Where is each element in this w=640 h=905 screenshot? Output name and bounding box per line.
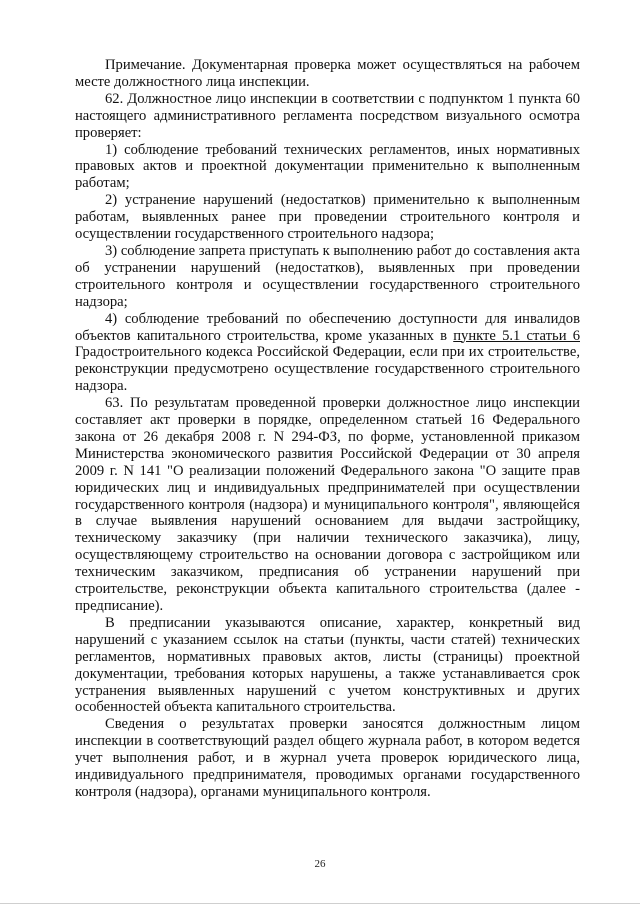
paragraph-p62 <box>75 91 580 142</box>
paragraph-text: 63. По результатам проведенной проверки должностное лицо инспекции составляет акт проверки в порядке, определенном статьей 16 Федерального закона от 26 декабря 2008 г. N 294-ФЗ, по форме, установленной приказом Министерства экономического развития Российской Федерации от 30 апреля 2009 г. N 141 "О реализации положений Федерального закона "О защите прав юридических лиц и индивидуальных предпринимателей при осуществлении государственного контроля (надзора) и муниципального контроля", являющейся в случае выявления нарушений основанием для выдачи застройщику, техническому заказчику (при наличии технического заказчика), лицу, осуществляющему строительство на основании договора с застройщиком или техническим заказчиком, предписания об устранении нарушений при строительстве, реконструкции объекта капитального строительства (далее - предписание). <box>75 395 580 614</box>
paragraph-text: 1) соблюдение требований технических регламентов, иных нормативных правовых актов и проектной документации применительно к выполненным работам; <box>75 141 580 192</box>
paragraph-text: 62. Должностное лицо инспекции в соответствии с подпунктом 1 пункта 60 настоящего административного регламента посредством визуального осмотра проверяет: <box>75 90 580 141</box>
paragraph-text: Сведения о результатах проверки заносятся должностным лицом инспекции в соответствующий раздел общего журнала работ, в котором ведется учет выполнения работ, и в журнал учета проверок юридического лица, индивидуального предпринимателя, проводимых органами государственного контроля (надзора), органами муниципального контроля. <box>75 716 580 800</box>
paragraph-text: Градостроительного кодекса Российской Федерации, если при их строительстве, реконструкции предусмотрено осуществление государственного строительного надзора. <box>75 344 580 395</box>
paragraph-p62-3 <box>75 243 580 311</box>
paragraph-text: 4) соблюдение требований по обеспечению доступности для инвалидов объектов капитального строительства, кроме указанных в <box>75 310 580 344</box>
paragraph-text: В предписании указываются описание, характер, конкретный вид нарушений с указанием ссылок на статьи (пункты, части статей) технических регламентов, нормативных правовых актов, листы (страницы) проектной документации, требования которых нарушены, а также устанавливается срок устранения выявленных нарушений с учетом конструктивных и других особенностей объекта капитального строительства. <box>75 614 580 716</box>
paragraph-text: Примечание. Документарная проверка может осуществляться на рабочем месте должностного лица инспекции. <box>75 57 580 90</box>
paragraph-p-presc <box>75 615 580 716</box>
paragraph-p62-1 <box>75 142 580 193</box>
paragraph-text: 2) устранение нарушений (недостатков) применительно к выполненным работам, выявленных ранее при проведении строительного контроля и осуществлении государственного строительного надзора; <box>75 192 580 243</box>
paragraph-p-journal <box>75 716 580 801</box>
paragraph-p62-2 <box>75 192 580 243</box>
page-number: 26 <box>314 858 326 870</box>
paragraph-note <box>75 57 580 91</box>
paragraph-text: 3) соблюдение запрета приступать к выполнению работ до составления акта об устранении нарушений (недостатков), выявленных при проведении строительного контроля и осуществлении государственного строительного надзора; <box>75 242 580 310</box>
document-page <box>75 57 580 801</box>
paragraph-p62-4 <box>75 311 580 396</box>
scan-edge-line <box>0 903 640 904</box>
law-reference-link[interactable]: пункте 5.1 статьи 6 <box>453 327 580 344</box>
paragraph-p63 <box>75 395 580 615</box>
